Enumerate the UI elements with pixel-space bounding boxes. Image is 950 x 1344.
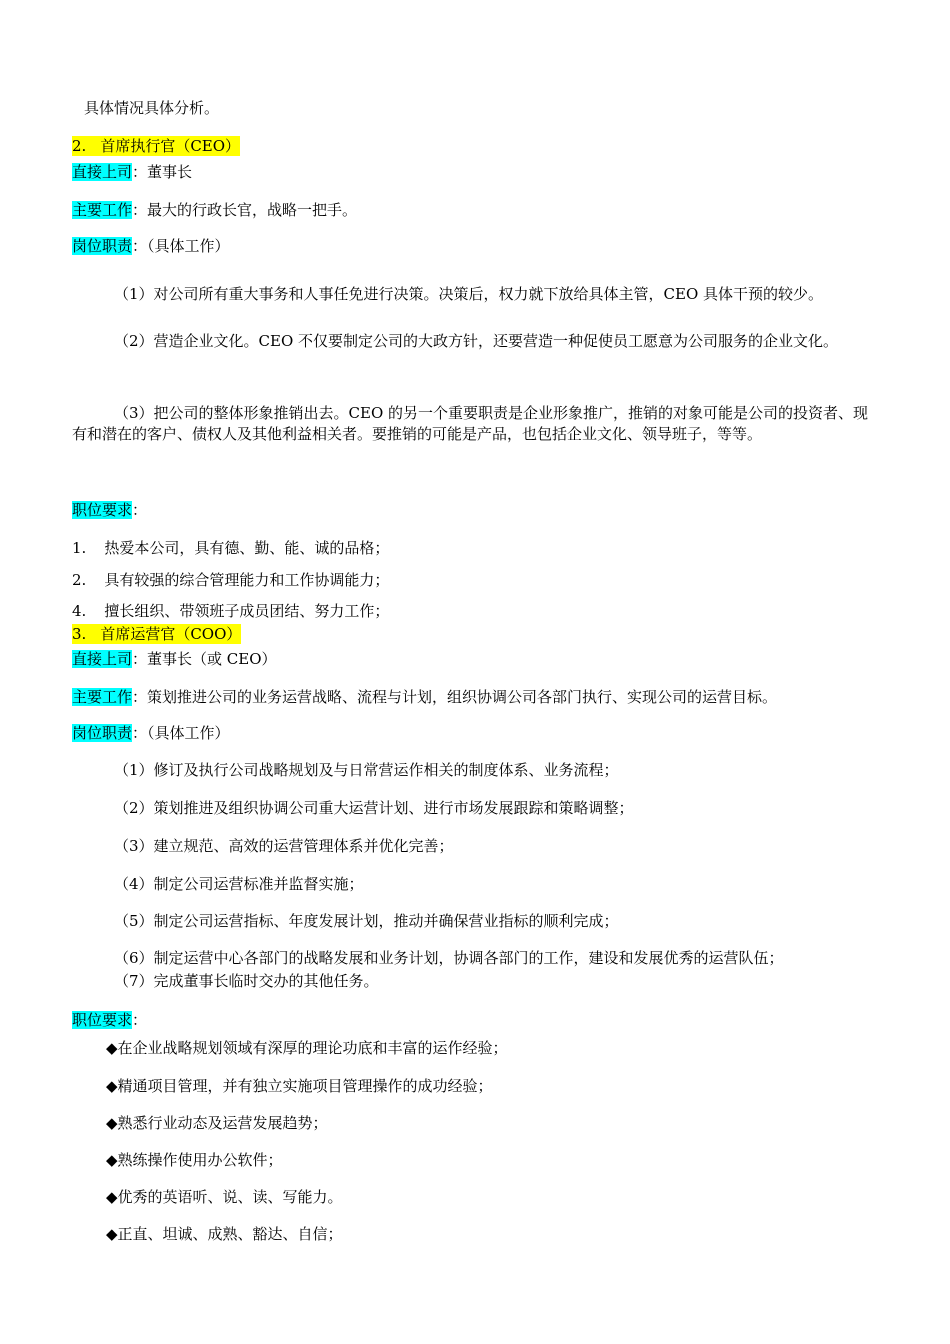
ceo-req-text: 擅长组织、带领班子成员团结、努力工作； bbox=[104, 602, 390, 620]
ceo-duty-item: （1）对公司所有重大事务和人事任免进行决策。决策后，权力就下放给具体主管，CEO 具体干预的较少。 bbox=[114, 285, 824, 303]
coo-duty-item: （6）制定运营中心各部门的战略发展和业务计划，协调各部门的工作，建设和发展优秀的运营队伍； bbox=[114, 949, 784, 967]
coo-req-item: ◆正直、坦诚、成熟、豁达、自信； bbox=[106, 1225, 343, 1243]
coo-heading bbox=[72, 624, 241, 644]
ceo-req-text: 热爱本公司，具有德、勤、能、诚的品格； bbox=[104, 539, 390, 557]
ceo-duties-label: 岗位职责 bbox=[72, 237, 133, 255]
ceo-req-text: 具有较强的综合管理能力和工作协调能力； bbox=[104, 571, 390, 589]
ceo-main-work-value: ：最大的行政长官，战略一把手。 bbox=[132, 201, 358, 219]
ceo-req-item bbox=[72, 538, 389, 558]
coo-main-work-label: 主要工作 bbox=[72, 688, 133, 706]
coo-duty-item: （3）建立规范、高效的运营管理体系并优化完善； bbox=[114, 837, 454, 855]
coo-superior-value: ：董事长（或 CEO） bbox=[132, 650, 277, 668]
coo-main-work bbox=[72, 687, 777, 707]
coo-duties-label: 岗位职责 bbox=[72, 724, 133, 742]
ceo-req-colon: ： bbox=[132, 501, 148, 519]
ceo-duty-item: （2）营造企业文化。CEO 不仅要制定公司的大政方针，还要营造一种促使员工愿意为公司服务的企业文化。 bbox=[114, 332, 839, 350]
coo-req-item: ◆精通项目管理，并有独立实施项目管理操作的成功经验； bbox=[106, 1077, 493, 1095]
ceo-req-num: 4. bbox=[72, 602, 87, 620]
ceo-heading bbox=[72, 136, 240, 156]
ceo-req-item bbox=[72, 601, 389, 621]
coo-duty-item: （4）制定公司运营标准并监督实施； bbox=[114, 875, 364, 893]
coo-duty-item: （7）完成董事长临时交办的其他任务。 bbox=[114, 972, 379, 990]
ceo-superior-label: 直接上司 bbox=[72, 163, 133, 181]
coo-superior bbox=[72, 649, 277, 669]
ceo-req-label: 职位要求 bbox=[72, 501, 133, 519]
ceo-duty-item: （3）把公司的整体形象推销出去。CEO 的另一个重要职责是企业形象推广，推销的对象可能是公司的投资者、现有和潜在的客户、债权人及其他利益相关者。要推销的可能是产品，也包括企业文化、领导班子，等等。 bbox=[72, 404, 869, 443]
ceo-req-num: 1. bbox=[72, 539, 87, 557]
coo-main-work-value: ：策划推进公司的业务运营战略、流程与计划，组织协调公司各部门执行、实现公司的运营目标。 bbox=[132, 688, 778, 706]
ceo-duties-value: ：（具体工作） bbox=[132, 237, 230, 255]
coo-heading-num: 3. bbox=[72, 625, 87, 643]
ceo-superior-value: ：董事长 bbox=[132, 163, 193, 181]
ceo-heading-text: 首席执行官（CEO） bbox=[100, 137, 241, 155]
coo-duty-item: （2）策划推进及组织协调公司重大运营计划、进行市场发展跟踪和策略调整； bbox=[114, 799, 634, 817]
coo-heading-text: 首席运营官（COO） bbox=[100, 625, 242, 643]
coo-duty-item: （5）制定公司运营指标、年度发展计划，推动并确保营业指标的顺利完成； bbox=[114, 912, 619, 930]
ceo-main-work-label: 主要工作 bbox=[72, 201, 133, 219]
ceo-req-heading bbox=[72, 500, 147, 520]
coo-req-item: ◆在企业战略规划领域有深厚的理论功底和丰富的运作经验； bbox=[106, 1039, 508, 1057]
ceo-superior bbox=[72, 162, 192, 182]
ceo-heading-num: 2. bbox=[72, 137, 87, 155]
ceo-duties-heading bbox=[72, 236, 230, 256]
coo-req-item: ◆熟悉行业动态及运营发展趋势； bbox=[106, 1114, 328, 1132]
coo-duties-value: ：（具体工作） bbox=[132, 724, 230, 742]
coo-superior-label: 直接上司 bbox=[72, 650, 133, 668]
ceo-main-work bbox=[72, 200, 357, 220]
coo-req-colon: ： bbox=[132, 1011, 148, 1029]
coo-duty-item: （1）修订及执行公司战略规划及与日常营运作相关的制度体系、业务流程； bbox=[114, 761, 619, 779]
ceo-req-num: 2. bbox=[72, 571, 87, 589]
coo-req-heading bbox=[72, 1010, 147, 1030]
coo-req-item: ◆熟练操作使用办公软件； bbox=[106, 1151, 283, 1169]
coo-duties-heading bbox=[72, 723, 230, 743]
coo-req-label: 职位要求 bbox=[72, 1011, 133, 1029]
coo-req-item: ◆优秀的英语听、说、读、写能力。 bbox=[106, 1188, 343, 1206]
intro-line: 具体情况具体分析。 bbox=[84, 99, 220, 117]
ceo-req-item bbox=[72, 570, 389, 590]
